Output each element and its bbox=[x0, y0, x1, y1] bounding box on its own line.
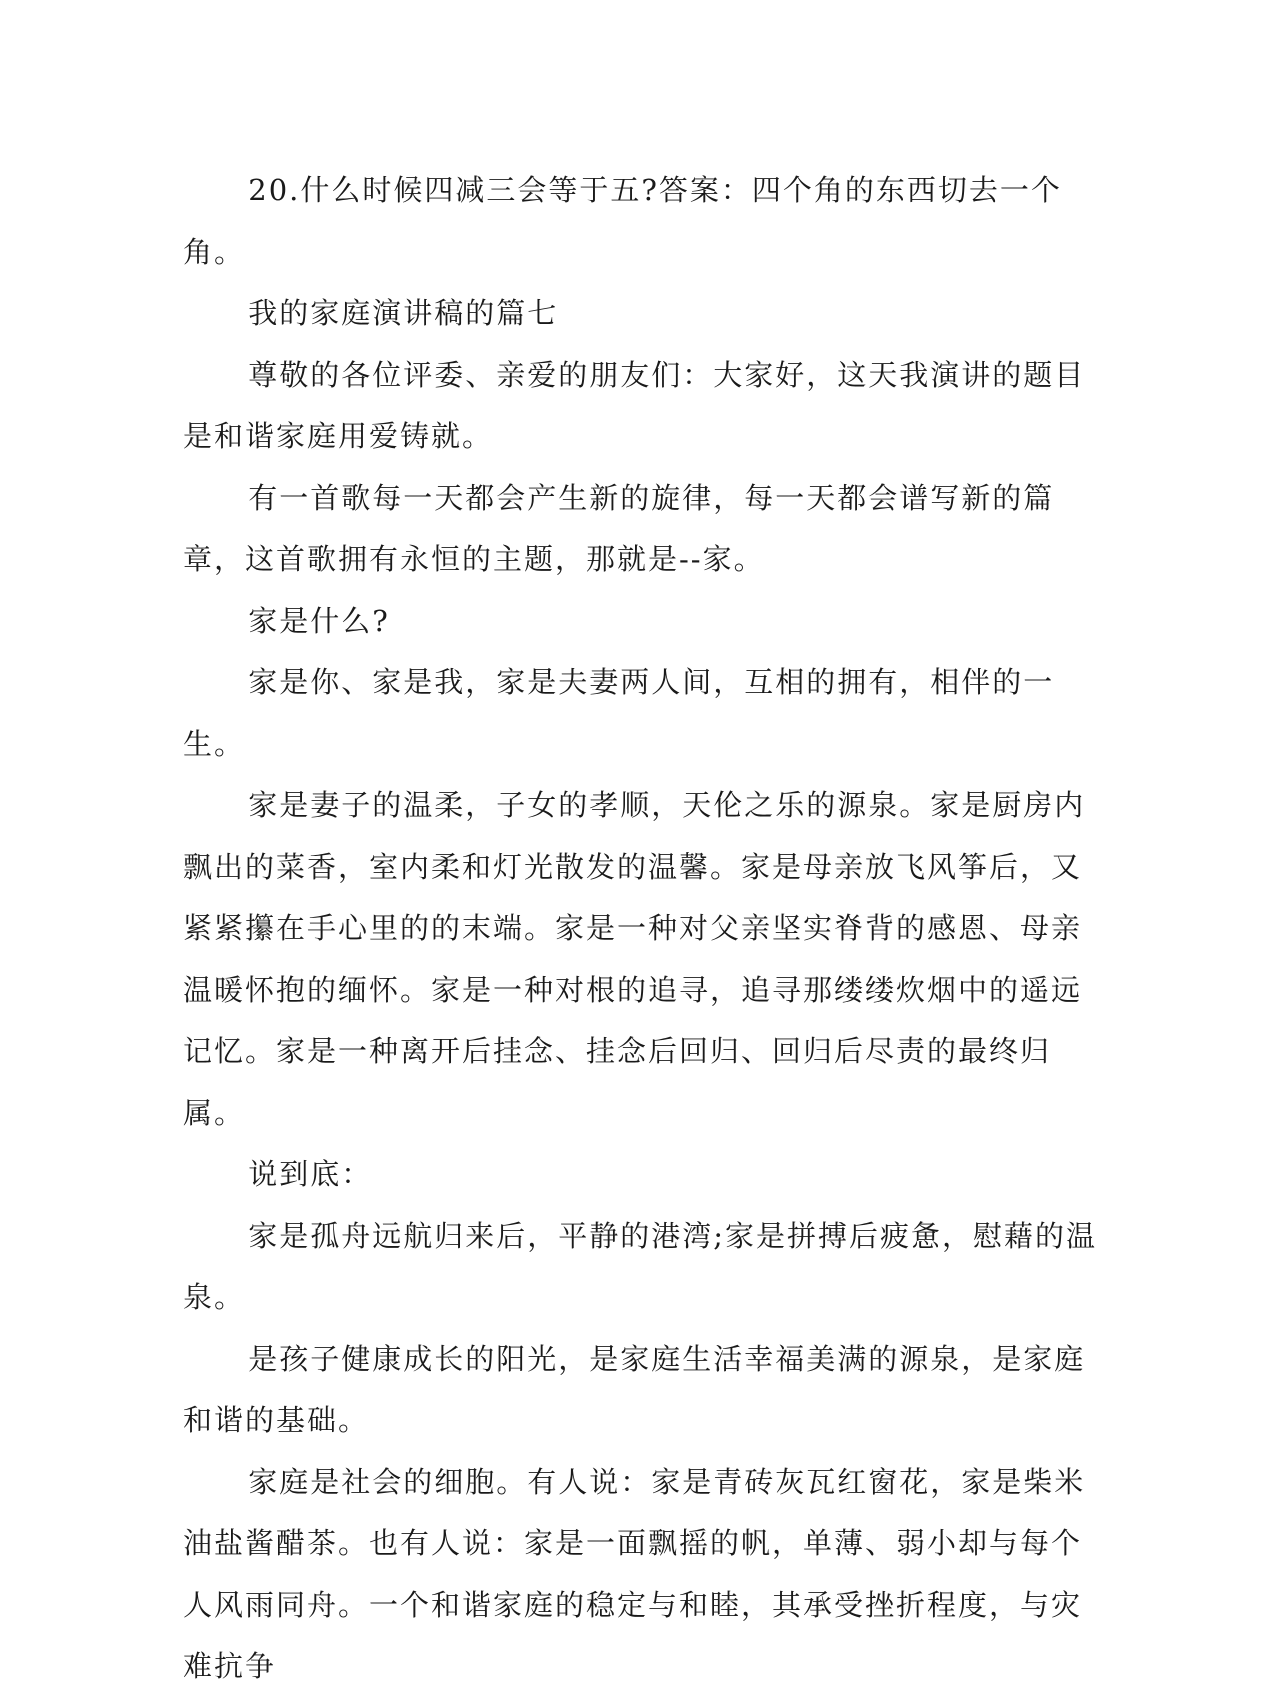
document-body bbox=[183, 160, 1103, 1698]
paragraph-greeting: 尊敬的各位评委、亲爱的朋友们：大家好，这天我演讲的题目是和谐家庭用爱铸就。 bbox=[183, 357, 1086, 453]
paragraph-you-and-me: 家是你、家是我，家是夫妻两人间，互相的拥有，相伴的一生。 bbox=[183, 665, 1055, 761]
paragraph-harbor: 家是孤舟远航归来后，平静的港湾;家是拼搏后疲惫，慰藉的温泉。 bbox=[183, 1218, 1098, 1314]
paragraph-riddle-answer: 20.什么时候四减三会等于五?答案：四个角的东西切去一个角。 bbox=[183, 173, 1062, 269]
paragraph-sunshine: 是孩子健康成长的阳光，是家庭生活幸福美满的源泉，是家庭和谐的基础。 bbox=[183, 1341, 1086, 1437]
paragraph-song: 有一首歌每一天都会产生新的旋律，每一天都会谱写新的篇章，这首歌拥有永恒的主题，那就是--家。 bbox=[183, 480, 1055, 576]
paragraph-in-short: 说到底： bbox=[248, 1157, 373, 1191]
section-heading: 我的家庭演讲稿的篇七 bbox=[248, 296, 559, 330]
paragraph-question: 家是什么? bbox=[248, 603, 390, 638]
paragraph-society-cell: 家庭是社会的细胞。有人说：家是青砖灰瓦红窗花，家是柴米油盐酱醋茶。也有人说：家是一面飘摇的帆，单薄、弱小却与每个人风雨同舟。一个和谐家庭的稳定与和睦，其承受挫折程度，与灾难抗争 bbox=[183, 1464, 1086, 1683]
paragraph-home-meaning: 家是妻子的温柔，子女的孝顺，天伦之乐的源泉。家是厨房内飘出的菜香，室内柔和灯光散发的温馨。家是母亲放飞风筝后，又紧紧攥在手心里的的末端。家是一种对父亲坚实脊背的感恩、母亲温暖怀抱的缅怀。家是一种对根的追寻，追寻那缕缕炊烟中的遥远记忆。家是一种离开后挂念、挂念后回归、回归后尽责的最终归属。 bbox=[183, 788, 1086, 1130]
